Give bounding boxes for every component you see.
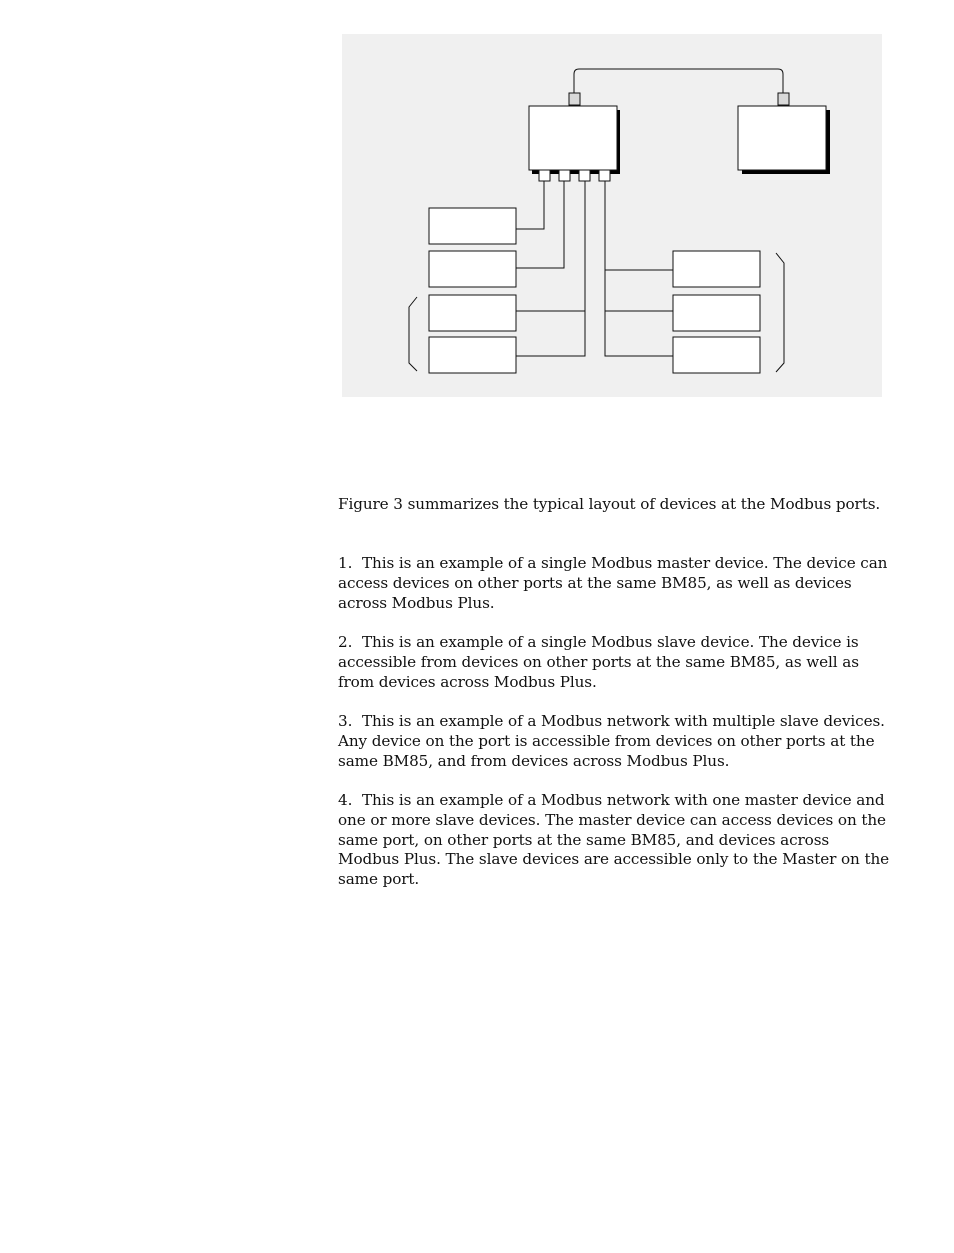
port-4-master-device	[673, 251, 760, 287]
port-4-slave-device-1	[673, 295, 760, 331]
list-item-number: 2.	[338, 633, 353, 651]
intro-paragraph: Figure 3 summarizes the typical layout of devices at the Modbus ports.	[338, 495, 881, 513]
list-item-text: This is an example of a single Modbus slave device. The device is accessible from devices on other ports at the same BM85, as well as from devices across Modbus Plus.	[338, 633, 859, 691]
list-item-number: 1.	[338, 554, 353, 572]
list-item	[338, 791, 890, 890]
port-4-slave-device-2	[673, 337, 760, 373]
network-diagram	[342, 34, 882, 397]
modbus-port-1	[539, 170, 550, 181]
multi-slave-device-1	[429, 295, 516, 331]
list-item-number: 3.	[338, 712, 353, 730]
figure-background	[342, 34, 882, 397]
modbus-port-2	[559, 170, 570, 181]
slave-device	[429, 251, 516, 287]
modbus-port-3	[579, 170, 590, 181]
bm85-unit	[529, 106, 617, 170]
modbus-plus-node	[738, 106, 826, 170]
list-item-text: This is an example of a Modbus network with multiple slave devices. Any device on the port is accessible from devices on other ports at the same BM85, and from devices across Modbus Plus.	[338, 712, 885, 770]
list-item	[338, 633, 890, 692]
list-item-text: This is an example of a single Modbus master device. The device can access devices on other ports at the same BM85, as well as devices across Modbus Plus.	[338, 554, 888, 612]
network-layout-figure	[342, 34, 882, 397]
list-item	[338, 712, 890, 771]
bm85-network-connector	[569, 93, 580, 105]
multi-slave-device-2	[429, 337, 516, 373]
modbus-port-4	[599, 170, 610, 181]
node-network-connector	[778, 93, 789, 105]
master-device	[429, 208, 516, 244]
list-item-text: This is an example of a Modbus network with one master device and one or more slave devices. The master device can access devices on the same port, on other ports at the same BM85, and devices across Modbus Plus. The slave devices are accessible only to the Master on the same port.	[338, 791, 890, 889]
list-item	[338, 554, 890, 613]
list-item-number: 4.	[338, 791, 353, 809]
